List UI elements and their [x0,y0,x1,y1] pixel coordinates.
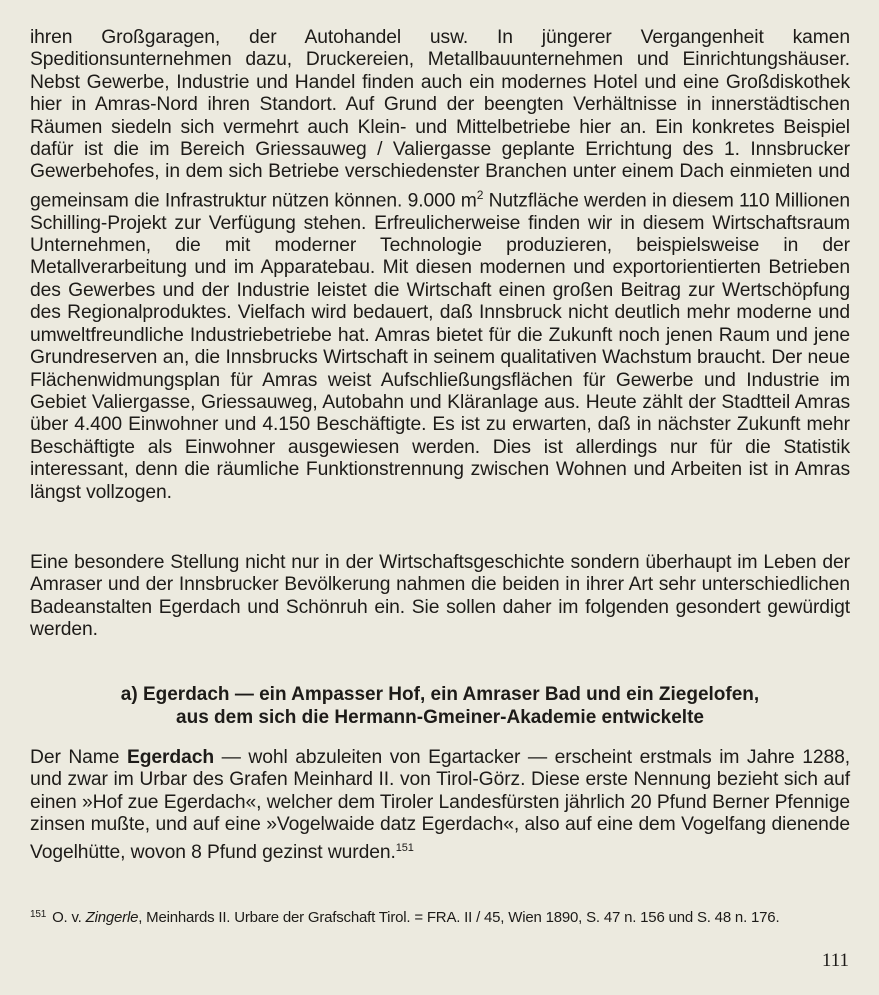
footnote-reference: 151 [395,841,414,854]
paragraph-3-intro: Der Name [30,747,127,768]
footnote-text: , Meinhards II. Urbare der Grafschaft Tirol. = FRA. II / 45, Wien 1890, S. 47 n. 156 und S. 48 n. 176. [138,909,780,926]
section-heading-line-1: a) Egerdach — ein Ampasser Hof, ein Amraser Bad und ein Ziegelofen, [120,684,760,705]
body-paragraph-2: Eine besondere Stellung nicht nur in der Wirtschaftsgeschichte sondern überhaupt im Leben der Amraser und der Innsbrucker Bevölkerung nahmen die beiden in ihrer Art sehr unterschiedlichen Badeanstalten Egerdach und Schönruh ein. Sie sollen daher im folgenden gesondert gewürdigt werden. [30,552,850,641]
term-egerdach: Egerdach [126,747,215,768]
page-number: 111 [821,950,849,971]
section-heading-line-2: aus dem sich die Hermann-Gmeiner-Akademie entwickelte [176,707,704,728]
footnote-prefix: O. v. [52,909,86,926]
square-meter-superscript: 2 [476,187,484,202]
paragraph-1-text-a: ihren Großgaragen, der Autohandel usw. In jüngerer Vergangenheit kamen Speditionsunternehmen dazu, Druckereien, Metallbauunternehmen und Einrichtungshäuser. Nebst Gewerbe, Industrie und Handel finden auch ein modernes Hotel und eine Großdiskothek hier in Amras-Nord ihren Standort. Auf Grund der beengten Verhältnisse in innerstädtischen Räumen siedeln sich vermehrt auch Klein- und Mittelbetriebe hier an. Ein konkretes Beispiel dafür ist die im Bereich Griessauweg / Valiergasse geplante Errichtung des 1. Innsbrucker Gewerbehofes, in dem sich Betriebe verschiedenster Branchen unter einem Dach einmieten und gemeinsam die Infrastruktur nützen können. 9.000 m [30,27,850,212]
paragraph-1-text-b: Nutzfläche werden in diesem 110 Millionen Schilling-Projekt zur Verfügung stehen. Erfreulicherweise finden wir in diesem Wirtschaftsraum Unternehmen, die mit moderner Technologie produzieren, beispielsweise in der Metallverarbeitung und im Apparatebau. Mit diesen modernen und exportorientierten Betrieben des Gewerbes und der Industrie leistet die Wirtschaft einen großen Beitrag zur Wertschöpfung des Regionalproduktes. Vielfach wird bedauert, daß Innsbruck nicht deutlich mehr moderne und umweltfreundliche Industriebetriebe hat. Amras bietet für die Zukunft noch jenen Raum und jene Grundreserven an, die Innsbrucks Wirtschaft in seinem qualitativen Wachstum braucht. Der neue Flächenwidmungsplan für Amras weist Aufschließungsflächen für Gewerbe und Industrie im Gebiet Valiergasse, Griessauweg, Autobahn und Kläranlage aus. Heute zählt der Stadtteil Amras über 4.400 Einwohner und 4.150 Beschäftigte. Es ist zu erwarten, daß in nächster Zukunft mehr Beschäftigte als Einwohner ausgewiesen werden. Dies ist allerdings nur für die Statistik interessant, denn die räumliche Funktionstrennung zwischen Wohnen und Arbeiten ist in Amras längst vollzogen. [30,190,850,503]
footnote [30,905,860,927]
body-paragraph-1 [30,27,850,504]
footnote-author: Zingerle [85,909,139,926]
section-heading [30,683,850,729]
paragraph-3-text: — wohl abzuleiten von Egartacker — erscheint erstmals im Jahre 1288, und zwar im Urbar des Grafen Meinhard II. von Tirol-Görz. Diese erste Nennung bezieht sich auf einen »Hof zue Egerdach«, welcher dem Tiroler Landesfürsten jährlich 20 Pfund Berner Pfennige zinsen mußte, und auf eine »Vogelwaide datz Egerdach«, also auf eine dem Vogelfang dienende Vogelhütte, wovon 8 Pfund gezinst wurden. [30,747,850,863]
body-paragraph-3 [30,747,850,864]
footnote-number: 151 [30,909,47,920]
